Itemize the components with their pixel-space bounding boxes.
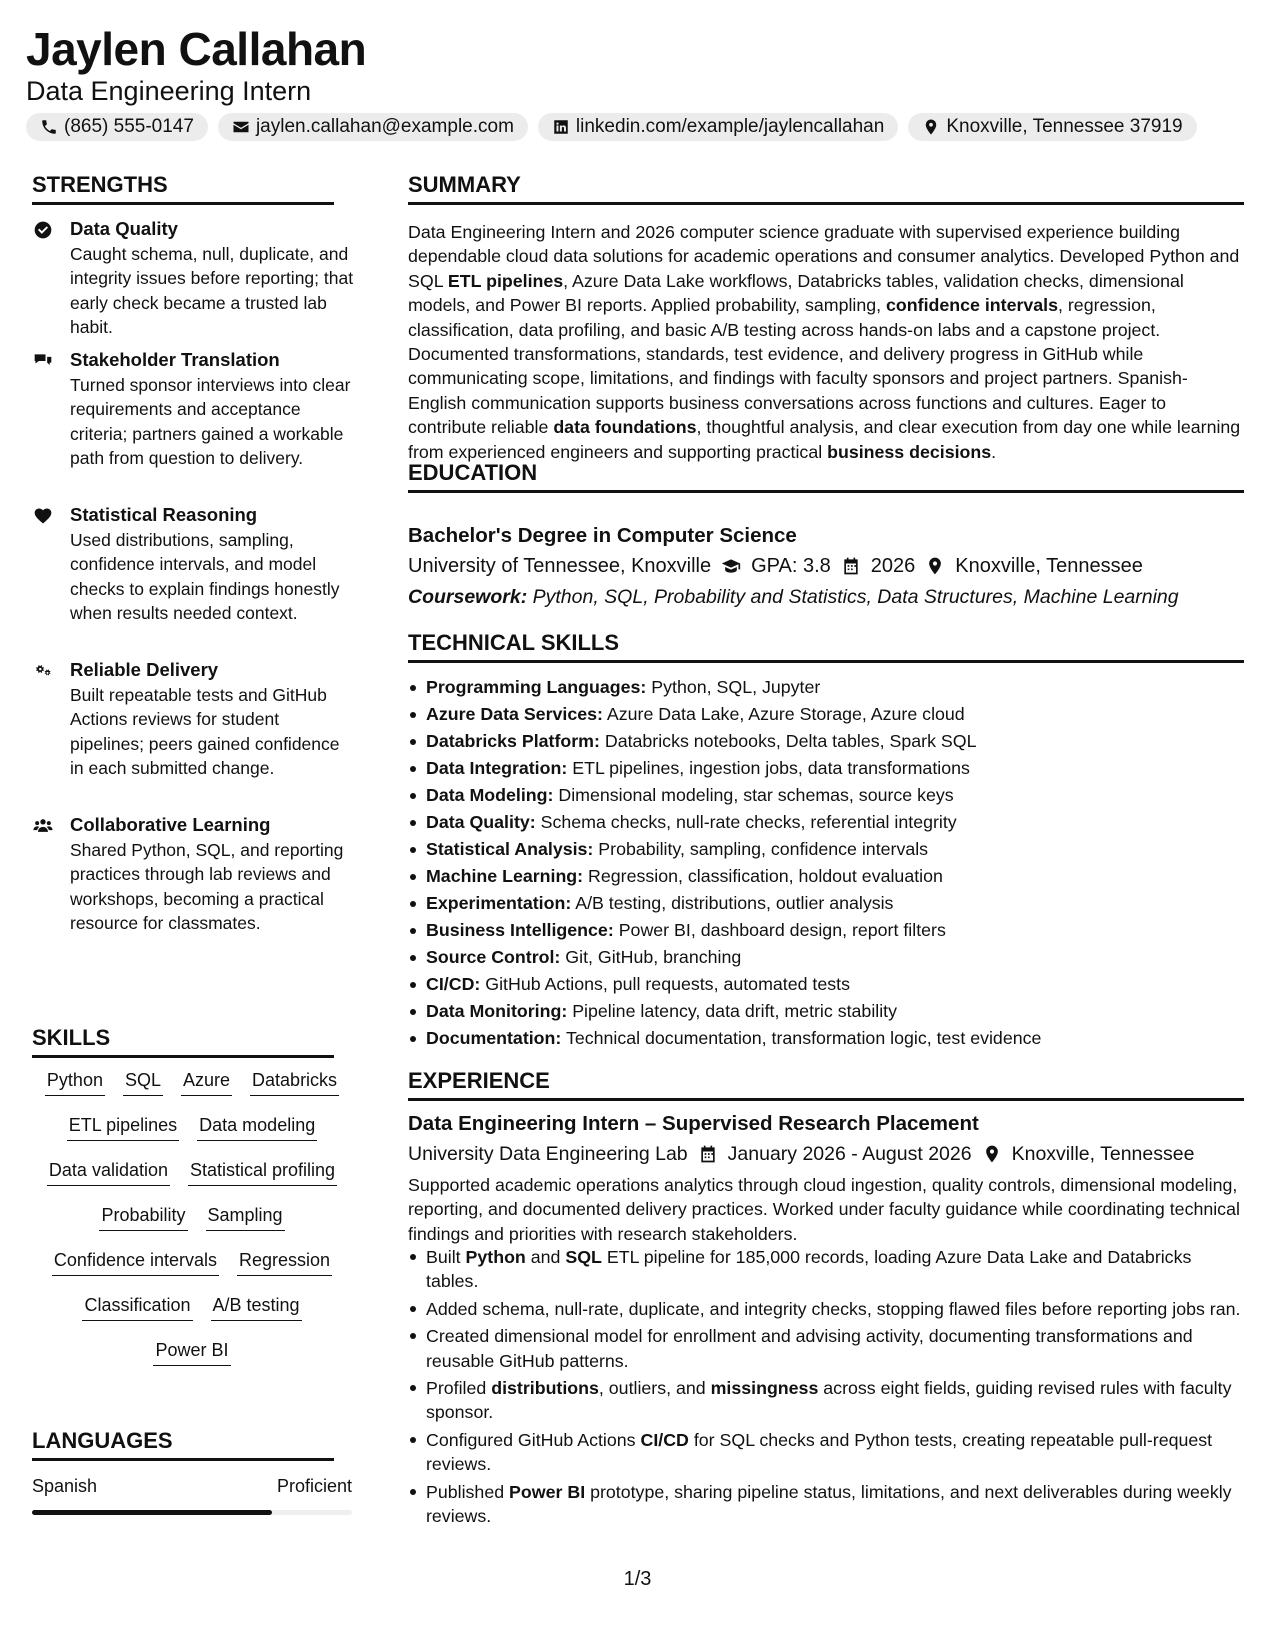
skill-tag: Classification — [82, 1293, 192, 1321]
contact-email[interactable] — [218, 113, 528, 141]
graduation-year: 2026 — [870, 555, 916, 577]
technical-skill-item — [408, 755, 1244, 782]
map-pin-icon — [982, 1144, 1002, 1164]
skill-values: Pipeline latency, data drift, metric stability — [567, 1001, 898, 1021]
text-run: Built — [426, 1247, 466, 1267]
language-proficiency-fill — [32, 1510, 272, 1515]
skill-category: Data Monitoring: — [426, 1001, 568, 1021]
text-run: Configured GitHub Actions — [426, 1429, 641, 1450]
skill-tag: Data validation — [47, 1158, 170, 1186]
emphasis-text: Power BI — [509, 1481, 586, 1502]
contact-text: (865) 555-0147 — [64, 116, 194, 137]
school-name: University of Tennessee, Knoxville — [408, 555, 712, 577]
text-run: , thoughtful analysis, and clear execution from day one while learning from experienced engineers and supporting practical — [408, 417, 1241, 462]
language-name: Spanish — [32, 1476, 98, 1496]
skill-category: CI/CD: — [426, 974, 481, 994]
text-run: across eight fields, guiding revised rules with faculty sponsor. — [426, 1378, 1232, 1423]
technical-skill-item — [408, 998, 1244, 1025]
text-run: . — [991, 441, 997, 462]
skill-values: Databricks notebooks, Delta tables, Spark SQL — [599, 731, 977, 751]
text-run: for SQL checks and Python tests, creating repeatable pull-request reviews. — [426, 1429, 1213, 1475]
technical-skill-item — [408, 701, 1244, 728]
achievement-item — [408, 1376, 1244, 1425]
achievement-item — [408, 1480, 1244, 1529]
achievement-item — [408, 1428, 1244, 1477]
achievement-item — [408, 1297, 1244, 1321]
text-run: and — [525, 1247, 566, 1267]
envelope-icon — [232, 118, 250, 136]
skill-tag: Regression — [237, 1248, 332, 1276]
emphasis-text: business decisions — [827, 441, 992, 462]
coursework-label: Coursework: — [408, 586, 528, 608]
skill-tag: Data modeling — [197, 1113, 317, 1141]
education-heading: EDUCATION — [408, 460, 1244, 493]
text-run: ETL pipeline for 185,000 records, loading Azure Data Lake and Databricks tables. — [426, 1247, 1192, 1292]
skill-values: ETL pipelines, ingestion jobs, data transformations — [567, 758, 970, 778]
linkedin-icon — [552, 118, 570, 136]
technical-skill-item — [408, 836, 1244, 863]
emphasis-text: SQL — [565, 1247, 602, 1267]
skill-row — [32, 1338, 352, 1383]
skills-heading: SKILLS — [32, 1025, 334, 1058]
emphasis-text: Python — [465, 1247, 526, 1267]
technical-skill-item — [408, 782, 1244, 809]
skill-tag: Confidence intervals — [52, 1248, 219, 1276]
skill-category: Source Control: — [426, 947, 561, 967]
gears-icon — [32, 661, 54, 681]
technical-skill-item — [408, 944, 1244, 971]
text-run: prototype, sharing pipeline status, limitations, and next deliverables during weekly reviews. — [426, 1481, 1232, 1527]
strength-desc: Built repeatable tests and GitHub Actions reviews for student pipelines; peers gained confidence in each submitted change. — [70, 685, 340, 778]
strength-desc: Used distributions, sampling, confidence intervals, and model checks to explain findings honestly when results needed context. — [70, 530, 340, 623]
text-run: , outliers, and — [598, 1378, 711, 1399]
strengths-heading: STRENGTHS — [32, 172, 334, 205]
emphasis-text: distributions — [491, 1378, 599, 1399]
skill-values: Python, SQL, Jupyter — [646, 677, 821, 697]
strength-title: Collaborative Learning — [70, 814, 271, 835]
contact-location — [908, 113, 1196, 141]
skill-tag: Statistical profiling — [188, 1158, 337, 1186]
technical-skills-list — [408, 674, 1244, 1052]
skill-tag: ETL pipelines — [67, 1113, 179, 1141]
job-achievements — [408, 1245, 1244, 1531]
skill-tag: Sampling — [206, 1203, 285, 1231]
school-location: Knoxville, Tennessee — [955, 555, 1143, 577]
skill-category: Databricks Platform: — [426, 731, 600, 751]
check-circle-icon — [32, 220, 54, 240]
job-location: Knoxville, Tennessee — [1011, 1143, 1195, 1165]
skill-category: Documentation: — [426, 1028, 562, 1048]
skill-tag: Azure — [181, 1068, 232, 1096]
skill-row — [32, 1113, 352, 1158]
skill-tag: Databricks — [250, 1068, 339, 1096]
skill-tag: Python — [45, 1068, 105, 1096]
skill-values: Dimensional modeling, star schemas, source keys — [553, 785, 954, 805]
strength-title: Statistical Reasoning — [70, 504, 258, 525]
skill-tag: Power BI — [153, 1338, 230, 1366]
text-run: Profiled — [426, 1378, 492, 1399]
skill-row — [32, 1248, 352, 1293]
skill-category: Data Modeling: — [426, 785, 554, 805]
language-proficiency-bar — [32, 1510, 352, 1515]
skill-values: Technical documentation, transformation logic, test evidence — [561, 1028, 1042, 1048]
emphasis-text: data foundations — [553, 417, 697, 438]
strength-title: Data Quality — [70, 218, 178, 239]
skill-category: Azure Data Services: — [426, 704, 603, 724]
technical-skill-item — [408, 674, 1244, 701]
coursework-list: Python, SQL, Probability and Statistics, Data Structures, Machine Learning — [532, 586, 1179, 608]
job-description: Supported academic operations analytics through cloud ingestion, quality controls, dimensional modeling, reporting, and documented delivery practices. Worked under faculty guidance while coordinating technical findings and priorities with research stakeholders. — [408, 1175, 1240, 1244]
text-run: Published — [426, 1481, 510, 1502]
calendar-icon — [698, 1144, 718, 1164]
contact-text: jaylen.callahan@example.com — [255, 116, 514, 137]
skill-values: Git, GitHub, branching — [560, 947, 742, 967]
education-details — [408, 553, 1143, 579]
coursework — [408, 584, 1179, 610]
skill-category: Business Intelligence: — [426, 920, 614, 940]
strength-title: Reliable Delivery — [70, 659, 219, 680]
strength-desc: Shared Python, SQL, and reporting practices through lab reviews and workshops, becoming a practical resource for classmates. — [70, 840, 344, 933]
contact-bar — [26, 113, 1197, 141]
language-level: Proficient — [276, 1476, 352, 1496]
skill-category: Programming Languages: — [426, 677, 647, 697]
languages-heading: LANGUAGES — [32, 1428, 334, 1461]
map-pin-icon — [925, 556, 945, 576]
emphasis-text: missingness — [710, 1378, 819, 1399]
candidate-name: Jaylen Callahan — [26, 23, 367, 75]
employer: University Data Engineering Lab — [408, 1143, 688, 1165]
skill-tag: A/B testing — [211, 1293, 302, 1321]
text-run: , Azure Data Lake workflows, Databricks tables, validation checks, dimensional models, and Power BI reports. Applied probability, sampling, — [408, 270, 1184, 316]
skill-values: Azure Data Lake, Azure Storage, Azure cloud — [602, 704, 965, 724]
skill-category: Experimentation: — [426, 893, 572, 913]
candidate-role: Data Engineering Intern — [26, 76, 312, 106]
contact-phone[interactable] — [26, 113, 208, 141]
experience-heading: EXPERIENCE — [408, 1068, 1244, 1101]
text-run: , regression, classification, data profiling, and basic A/B testing across hands-on labs and a capstone project. Documented transformations, standards, test evidence, and delivery progress in GitHub while communicating scope, limitations, and findings with faculty sponsors and project partners. Spanish-English communication supports business conversations across functions and cultures. Eager to contribute reliable — [408, 295, 1188, 438]
skill-values: Schema checks, null-rate checks, referential integrity — [535, 812, 957, 832]
page-number: 1/3 — [623, 1568, 652, 1590]
skill-category: Data Quality: — [426, 812, 536, 832]
technical-skill-item — [408, 728, 1244, 755]
skill-values: A/B testing, distributions, outlier analysis — [571, 893, 894, 913]
skill-values: GitHub Actions, pull requests, automated tests — [480, 974, 850, 994]
job-dates: January 2026 - August 2026 — [727, 1143, 972, 1165]
summary-heading: SUMMARY — [408, 172, 1244, 205]
calendar-icon — [841, 556, 861, 576]
skill-category: Statistical Analysis: — [426, 839, 594, 859]
skill-row — [32, 1068, 352, 1113]
job-title: Data Engineering Intern – Supervised Research Placement — [408, 1112, 979, 1135]
degree-title: Bachelor's Degree in Computer Science — [408, 524, 797, 547]
technical-skill-item — [408, 971, 1244, 998]
comments-icon — [32, 351, 54, 371]
job-details — [408, 1141, 1194, 1167]
strength-title: Stakeholder Translation — [70, 349, 280, 370]
emphasis-text: ETL pipelines — [447, 270, 564, 291]
technical-skills-heading: TECHNICAL SKILLS — [408, 630, 1244, 663]
achievement-item — [408, 1324, 1244, 1373]
text-run: Data Engineering Intern and 2026 computer science graduate with supervised experience building dependable cloud data solutions for academic operations and consumer analytics. Developed Python and SQL — [408, 222, 1240, 291]
emphasis-text: confidence intervals — [886, 295, 1058, 316]
strength-desc: Turned sponsor interviews into clear requirements and acceptance criteria; partners gained a workable path from question to delivery. — [70, 375, 351, 468]
technical-skill-item — [408, 863, 1244, 890]
summary-text — [408, 220, 1244, 464]
skill-row — [32, 1293, 352, 1338]
users-icon — [32, 816, 54, 836]
skills-tags — [32, 1068, 352, 1383]
strength-desc: Caught schema, null, duplicate, and integrity issues before reporting; that early check became a trusted lab habit. — [70, 244, 354, 337]
skill-values: Probability, sampling, confidence intervals — [593, 839, 929, 859]
contact-text: linkedin.com/example/jaylencallahan — [575, 116, 885, 137]
skill-values: Power BI, dashboard design, report filters — [613, 920, 946, 940]
graduation-cap-icon — [721, 556, 741, 576]
phone-icon — [40, 118, 58, 136]
emphasis-text: CI/CD — [640, 1429, 689, 1450]
heart-icon — [32, 506, 54, 526]
map-pin-icon — [922, 118, 940, 136]
technical-skill-item — [408, 809, 1244, 836]
skill-category: Data Integration: — [426, 758, 568, 778]
gpa: GPA: 3.8 — [751, 555, 831, 577]
contact-linkedin[interactable] — [538, 113, 898, 141]
skill-tag: Probability — [99, 1203, 187, 1231]
text-run: Added schema, null-rate, duplicate, and integrity checks, stopping flawed files before reporting jobs ran. — [426, 1298, 1241, 1319]
skill-row — [32, 1158, 352, 1203]
text-run: Created dimensional model for enrollment and advising activity, documenting transformations and reusable GitHub patterns. — [426, 1326, 1193, 1371]
skill-values: Regression, classification, holdout evaluation — [583, 866, 943, 886]
contact-text: Knoxville, Tennessee 37919 — [946, 116, 1183, 137]
skill-row — [32, 1203, 352, 1248]
technical-skill-item — [408, 917, 1244, 944]
technical-skill-item — [408, 890, 1244, 917]
technical-skill-item — [408, 1025, 1244, 1052]
skill-tag: SQL — [123, 1068, 163, 1096]
skill-category: Machine Learning: — [426, 866, 584, 886]
achievement-item — [408, 1245, 1244, 1294]
